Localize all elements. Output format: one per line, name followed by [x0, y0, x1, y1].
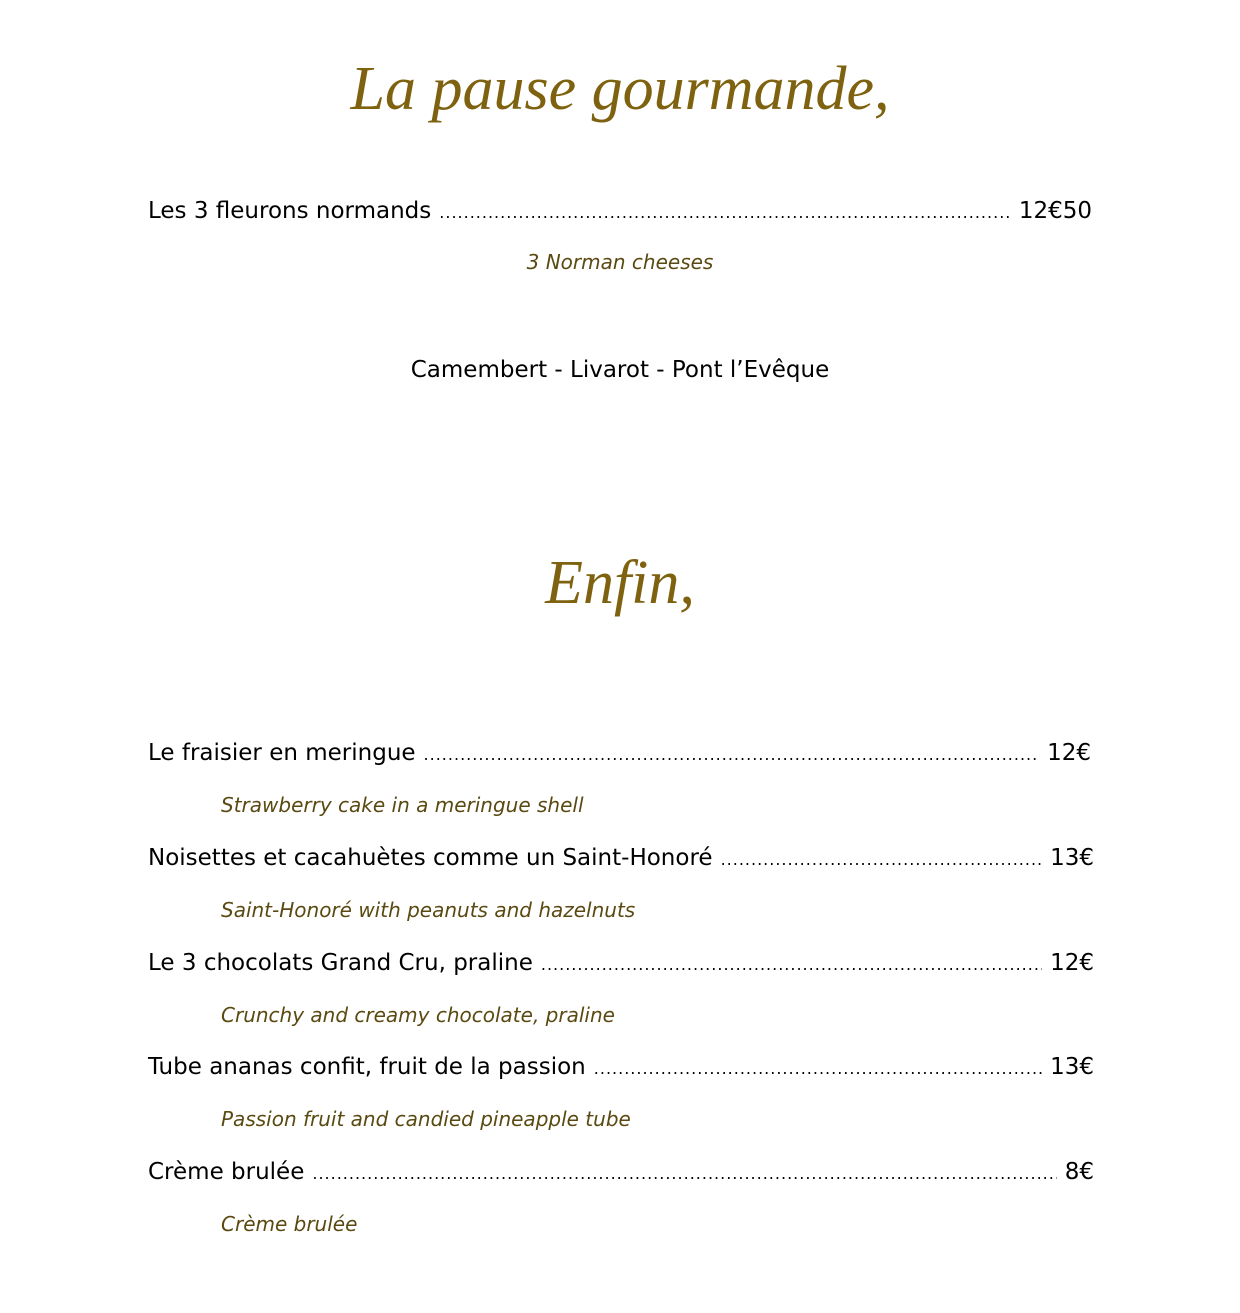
dot-leader	[721, 845, 1043, 875]
item-translation: 3 Norman cheeses	[526, 250, 714, 274]
dot-leader	[424, 740, 1040, 770]
item-name: Les 3 fleurons normands	[148, 198, 432, 224]
item-price: 13€	[1050, 845, 1094, 871]
menu-item-fraisier	[148, 738, 1091, 770]
item-price: 12€	[1050, 950, 1094, 976]
menu-item-creme-brulee	[148, 1157, 1094, 1189]
dot-leader	[594, 1054, 1042, 1084]
cheese-list-note: Camembert - Livarot - Pont l’Evêque	[410, 357, 830, 383]
item-name: Noisettes et cacahuètes comme un Saint-Honoré	[148, 845, 713, 871]
menu-item-fleurons-normands	[148, 196, 1092, 228]
item-price: 12€	[1047, 740, 1091, 766]
menu-item-tube-ananas	[148, 1052, 1094, 1084]
section-title-pause-gourmande: La pause gourmande,	[350, 55, 890, 123]
item-name: Le 3 chocolats Grand Cru, praline	[148, 950, 533, 976]
item-price: 8€	[1064, 1159, 1094, 1185]
dot-leader	[541, 950, 1042, 980]
item-translation: Saint-Honoré with peanuts and hazelnuts	[221, 898, 636, 922]
dot-leader	[439, 198, 1011, 228]
item-price: 12€50	[1018, 198, 1092, 224]
item-name: Tube ananas confit, fruit de la passion	[148, 1054, 586, 1080]
item-translation: Crème brulée	[221, 1212, 358, 1236]
item-name: Le fraisier en meringue	[148, 740, 416, 766]
item-name: Crème brulée	[148, 1159, 305, 1185]
item-translation: Strawberry cake in a meringue shell	[221, 793, 584, 817]
item-translation: Passion fruit and candied pineapple tube	[221, 1107, 631, 1131]
item-translation: Crunchy and creamy chocolate, praline	[221, 1003, 615, 1027]
menu-item-saint-honore	[148, 843, 1094, 875]
section-title-enfin: Enfin,	[545, 549, 695, 617]
dot-leader	[312, 1159, 1056, 1189]
item-price: 13€	[1050, 1054, 1094, 1080]
menu-item-3-chocolats	[148, 948, 1094, 980]
